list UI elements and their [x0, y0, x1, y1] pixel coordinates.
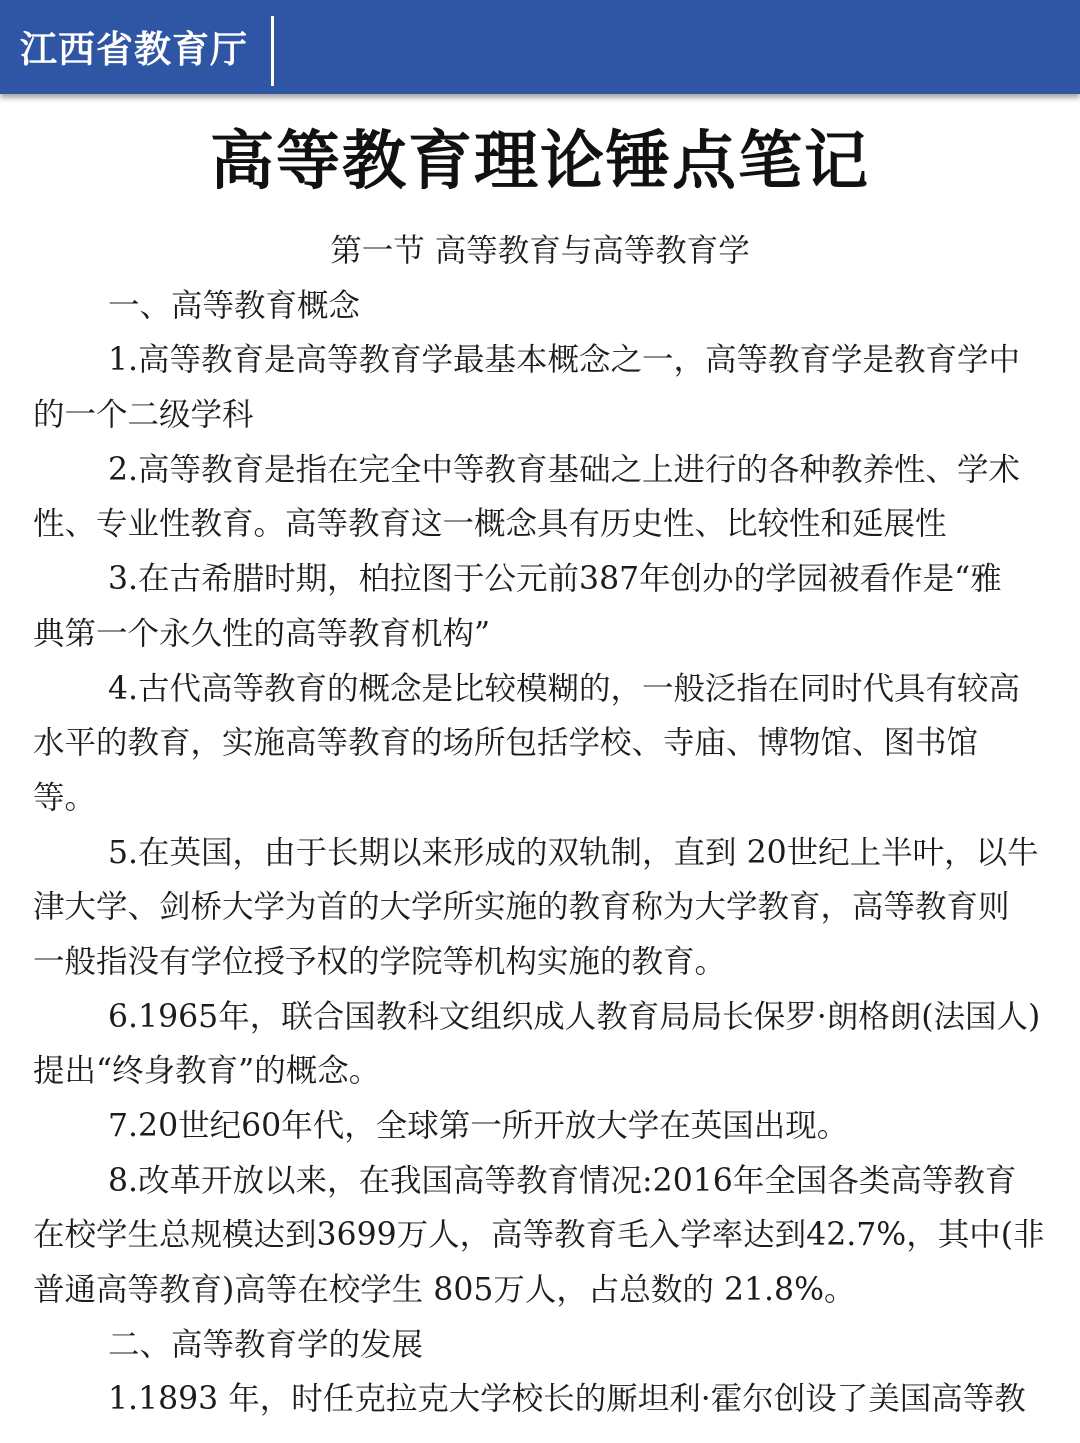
page-title: 高等教育理论锤点笔记 [210, 124, 870, 199]
text-line: 5.在英国，由于长期以来形成的双轨制，直到 20世纪上半叶，以牛 [108, 834, 1039, 871]
text-line: 一、高等教育概念 [108, 287, 361, 324]
document-body [33, 224, 1047, 1427]
text-line: 水平的教育，实施高等教育的场所包括学校、寺庙、博物馆、图书馆 [33, 725, 979, 762]
text-line: 3.在古希腊时期，柏拉图于公元前387年创办的学园被看作是“雅 [108, 561, 1002, 598]
text-line: 津大学、剑桥大学为首的大学所实施的教育称为大学教育，高等教育则 [33, 889, 1010, 926]
text-line: 在校学生总规模达到3699万人，高等教育毛入学率达到42.7%，其中(非 [33, 1217, 1045, 1254]
header-bar [0, 0, 1080, 94]
paragraph-lines [33, 279, 1047, 1427]
text-line: 的一个二级学科 [33, 397, 254, 434]
section-title: 第一节 高等教育与高等教育学 [330, 233, 750, 269]
text-line: 4.古代高等教育的概念是比较模糊的，一般泛指在同时代具有较高 [108, 670, 1021, 707]
text-line: 性、专业性教育。高等教育这一概念具有历史性、比较性和延展性 [33, 506, 947, 543]
text-line: 二、高等教育学的发展 [108, 1326, 424, 1363]
text-line: 提出“终身教育”的概念。 [33, 1053, 381, 1090]
text-line: 1.1893 年，时任克拉克大学校长的厮坦利·霍尔创设了美国高等教 [108, 1381, 1026, 1418]
text-line: 普通高等教育)高等在校学生 805万人，占总数的 21.8%。 [33, 1272, 856, 1309]
brand-logo-text: 江西省教育厅 [20, 28, 248, 71]
text-line: 等。 [33, 779, 97, 816]
text-line: 6.1965年，联合国教科文组织成人教育局局长保罗·朗格朗(法国人) [108, 998, 1041, 1035]
text-line: 8.改革开放以来，在我国高等教育情况:2016年全国各类高等教育 [108, 1162, 1017, 1199]
text-line: 7.20世纪60年代，全球第一所开放大学在英国出现。 [108, 1108, 849, 1144]
text-line: 典第一个永久性的高等教育机构” [33, 615, 491, 652]
text-line: 1.高等教育是高等教育学最基本概念之一，高等教育学是教育学中 [108, 342, 1021, 379]
text-line: 2.高等教育是指在完全中等教育基础之上进行的各种教养性、学术 [108, 451, 1021, 488]
text-line: 一般指没有学位授予权的学院等机构实施的教育。 [33, 943, 727, 980]
header-divider [271, 16, 274, 86]
